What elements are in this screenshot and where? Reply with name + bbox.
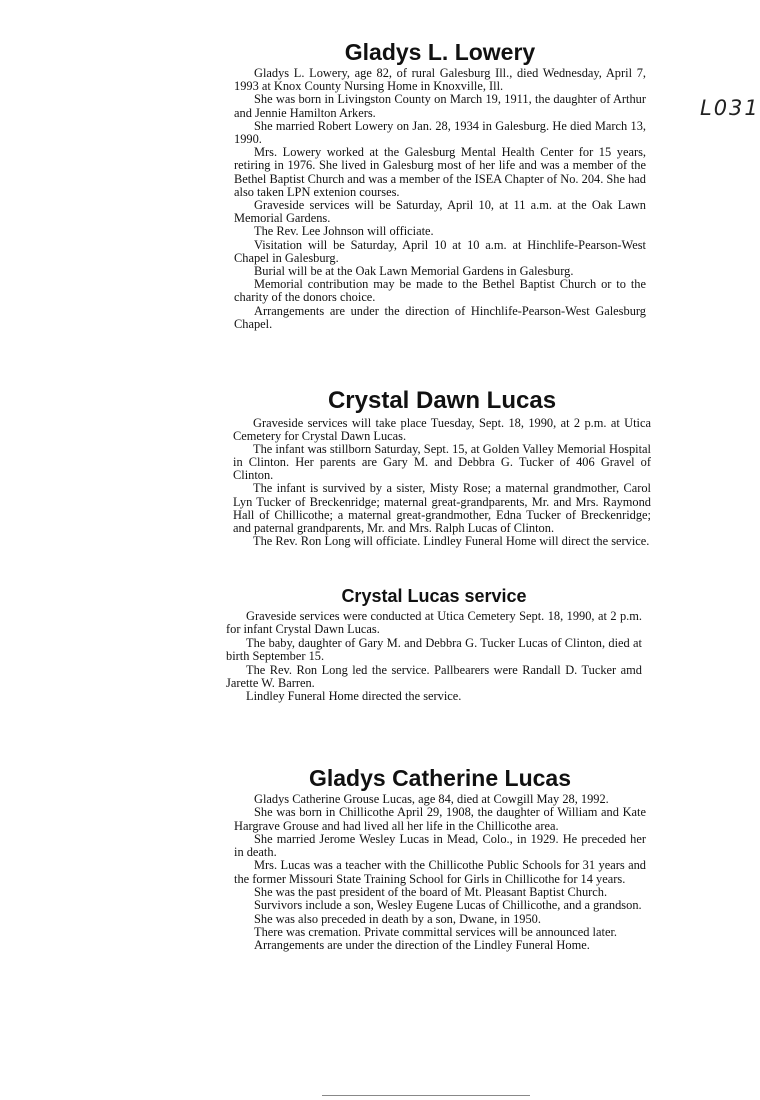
obituary-paragraph: Mrs. Lucas was a teacher with the Chillicothe Public Schools for 31 years and the former Missouri State Training School for Girls in Chillicothe for 14 years. bbox=[234, 858, 646, 886]
obituary-paragraph: She married Robert Lowery on Jan. 28, 1934 in Galesburg. He died March 13, 1990. bbox=[234, 118, 646, 147]
obituary-paragraph: Gladys Catherine Grouse Lucas, age 84, died at Cowgill May 28, 1992. bbox=[254, 792, 609, 806]
obituary-paragraph: Burial will be at the Oak Lawn Memorial Gardens in Galesburg. bbox=[254, 264, 574, 279]
obituary-crystal-dawn-lucas bbox=[233, 386, 651, 548]
obituary-paragraph: She was born in Chillicothe April 29, 1908, the daughter of William and Kate Hargrave Grouse and had lived all her life in the Chillicothe area. bbox=[234, 805, 646, 833]
obituary-paragraph: Visitation will be Saturday, April 10 at 10 a.m. at Hinchlife-Pearson-West Chapel in Galesburg. bbox=[234, 237, 646, 265]
obituary-gladys-l-lowery bbox=[234, 38, 646, 331]
obituary-paragraph: The baby, daughter of Gary M. and Debbra G. Tucker Lucas of Clinton, died at birth September 15. bbox=[226, 635, 642, 664]
obituary-paragraph: She was also preceded in death by a son, Dwane, in 1950. bbox=[254, 911, 541, 926]
obituary-paragraph: The Rev. Ron Long led the service. Pallbearers were Randall D. Tucker amd Jarette W. Barren. bbox=[226, 662, 642, 691]
obituary-paragraph: Mrs. Lowery worked at the Galesburg Mental Health Center for 15 years, retiring in 1976. She lived in Galesburg most of her life and was a member of the Bethel Baptist Church and was a member of the ISEA Chapter of No. 204. She had also taken LPN extenion courses. bbox=[234, 145, 646, 199]
obituary-paragraph: Gladys L. Lowery, age 82, of rural Galesburg Ill., died Wednesday, April 7, 1993 at Knox County Nursing Home in Knoxville, Ill. bbox=[234, 66, 646, 94]
reference-code: L031 bbox=[700, 96, 760, 120]
obituary-paragraph: The Rev. Lee Johnson will officiate. bbox=[254, 224, 434, 239]
obituary-paragraph: Graveside services were conducted at Utica Cemetery Sept. 18, 1990, at 2 p.m. for infant Crystal Dawn Lucas. bbox=[226, 609, 642, 637]
obituary-gladys-catherine-lucas bbox=[234, 764, 646, 953]
obituary-paragraph: Graveside services will take place Tuesday, Sept. 18, 1990, at 2 p.m. at Utica Cemetery for Crystal Dawn Lucas. bbox=[233, 416, 651, 444]
obituary-paragraph: Arrangements are under the direction of the Lindley Funeral Home. bbox=[254, 938, 590, 953]
obituary-title: Gladys Catherine Lucas bbox=[308, 765, 572, 791]
obituary-title: Crystal Lucas service bbox=[341, 586, 527, 606]
obituary-paragraph: She married Jerome Wesley Lucas in Mead, Colo., in 1929. He preceded her in death. bbox=[234, 831, 646, 860]
obituary-paragraph: The infant was stillborn Saturday, Sept. 15, at Golden Valley Memorial Hospital in Clinton. Her parents are Gary M. and Debbra G. Tucker of 406 Gravel of Clinton. bbox=[233, 442, 651, 483]
obituary-paragraph: The Rev. Ron Long will officiate. Lindley Funeral Home will direct the service. bbox=[253, 533, 650, 548]
obituary-crystal-lucas-service bbox=[226, 584, 642, 704]
obituary-paragraph: Lindley Funeral Home directed the service. bbox=[246, 689, 462, 704]
obituary-title: Gladys L. Lowery bbox=[344, 39, 536, 65]
obituary-paragraph: She was born in Livingston County on March 19, 1911, the daughter of Arthur and Jennie Hamilton Arkers. bbox=[234, 92, 646, 120]
obituary-paragraph: Survivors include a son, Wesley Eugene Lucas of Chillicothe, and a grandson. bbox=[254, 898, 642, 913]
obituary-paragraph: Graveside services will be Saturday, April 10, at 11 a.m. at the Oak Lawn Memorial Gardens. bbox=[234, 198, 646, 226]
obituary-paragraph: Arrangements are under the direction of Hinchlife-Pearson-West Galesburg Chapel. bbox=[234, 303, 646, 331]
bottom-rule bbox=[322, 1095, 530, 1096]
obituary-paragraph: There was cremation. Private committal services will be announced later. bbox=[254, 924, 617, 939]
obituary-paragraph: Memorial contribution may be made to the Bethel Baptist Church or to the charity of the donors choice. bbox=[234, 277, 646, 305]
obituary-paragraph: She was the past president of the board of Mt. Pleasant Baptist Church. bbox=[254, 885, 608, 900]
obituary-title: Crystal Dawn Lucas bbox=[327, 387, 557, 414]
obituary-paragraph: The infant is survived by a sister, Misty Rose; a maternal grandmother, Carol Lyn Tucker of Breckenridge; maternal great-grandparents, Mr. and Mrs. Raymond Hall of Chillicothe; a maternal great-grandmother, Edna Tucker of Breckenridge; and paternal grandparents, Mr. and Mrs. Ralph Lucas of Clinton. bbox=[233, 481, 651, 535]
